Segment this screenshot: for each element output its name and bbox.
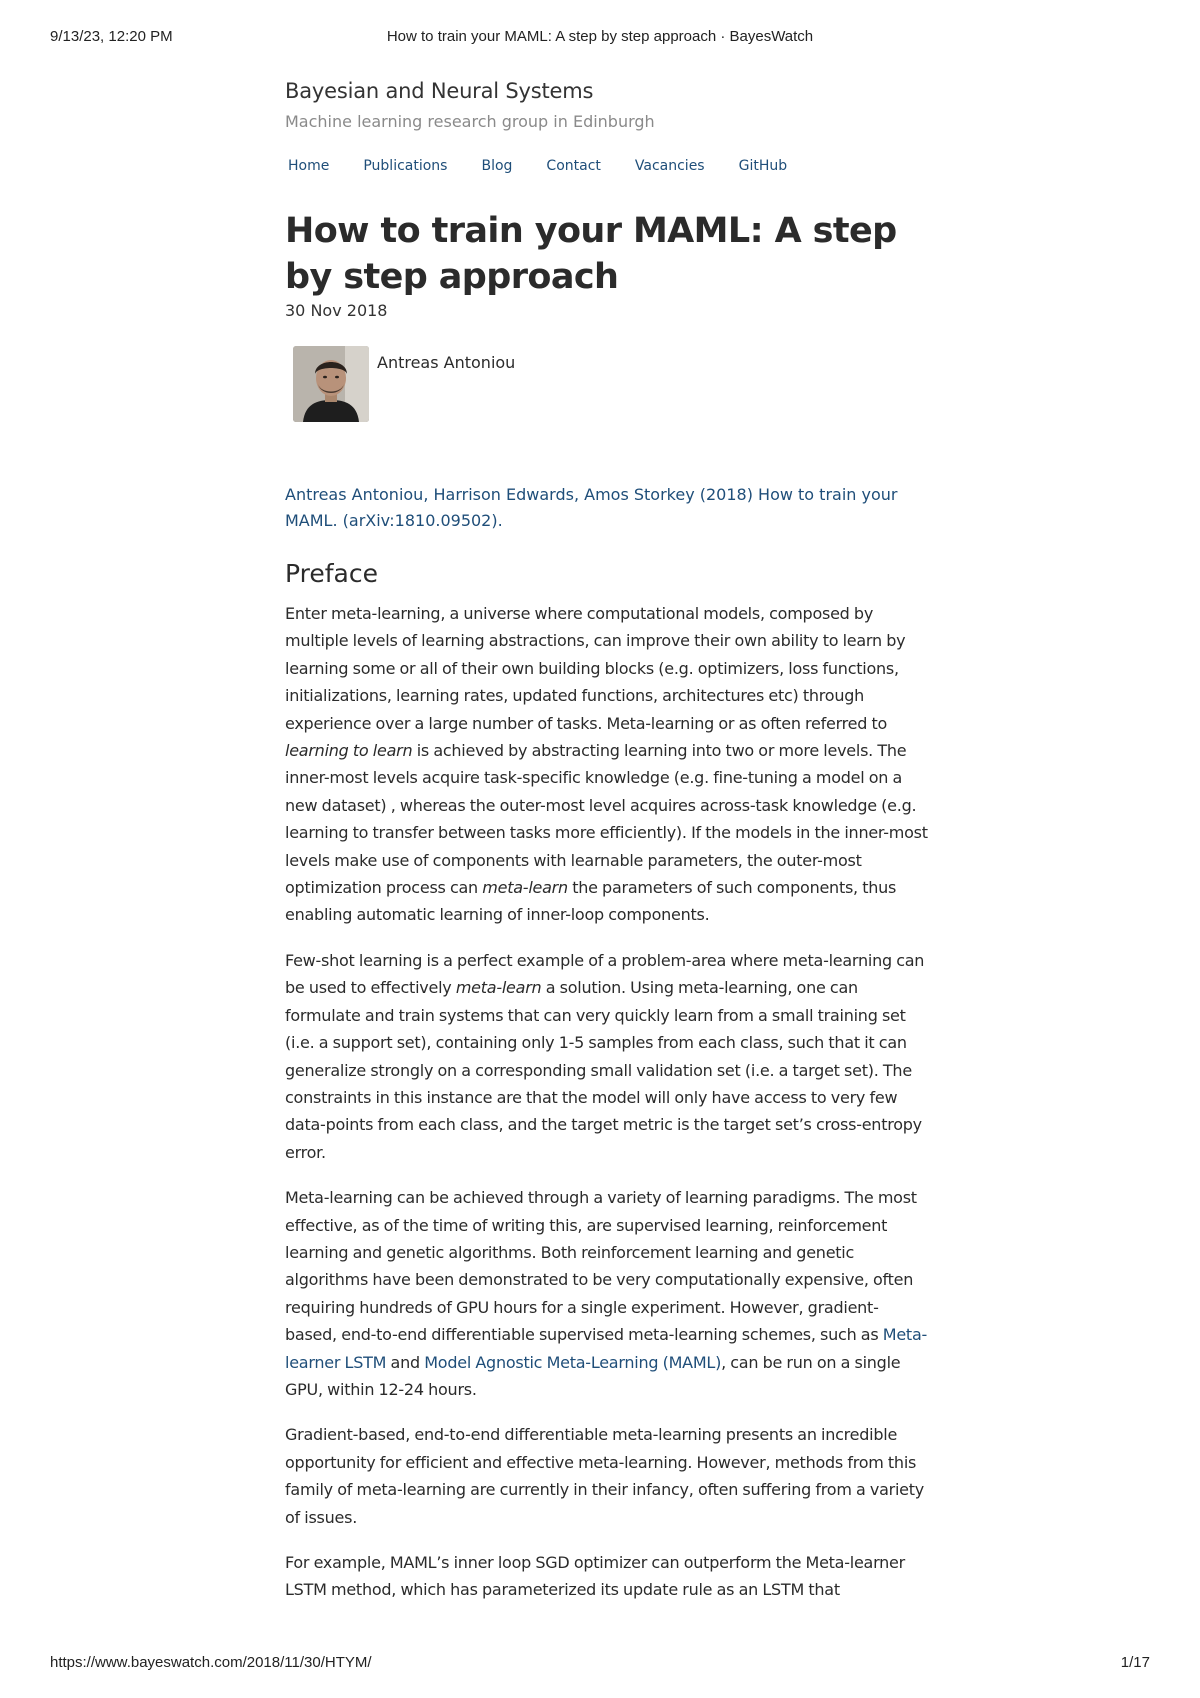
paragraph-2-text-b: a solution. Using meta-learning, one can formulate and train systems that can very quickly learn from a small training set (i.e. a support set), containing only 1-5 samples from each class, such that it can generalize strongly on a corresponding small validation set (i.e. a target set). The constraints in this instance are that the model will only have access to very few data-points from each class, and the target metric is the target set’s cross-entropy error. xyxy=(285,978,922,1162)
paragraph-4: Gradient-based, end-to-end differentiable meta-learning presents an incredible opportunity for efficient and effective meta-learning. However, methods from this family of meta-learning are currently in their infancy, often suffering from a variety of issues. xyxy=(285,1425,925,1527)
print-url: https://www.bayeswatch.com/2018/11/30/HTYM/ xyxy=(50,1654,372,1671)
paragraph-3-text-b: and xyxy=(386,1352,425,1372)
site-title[interactable]: Bayesian and Neural Systems xyxy=(285,79,594,103)
paragraph-1-text-c: the parameters of such components, thus enabling automatic learning of inner-loop components. xyxy=(285,878,897,925)
paragraph-1-text-b: is achieved by abstracting learning into two or more levels. The inner-most levels acquire task-specific knowledge (e.g. fine-tuning a model on a new dataset) , whereas the outer-most level acquires across-task knowledge (e.g. learning to transfer between tasks more efficiently). If the models in the inner-most levels make use of components with learnable parameters, the outer-most optimization process can xyxy=(285,741,928,898)
nav-vacancies-link[interactable]: Vacancies xyxy=(634,158,705,174)
nav-contact-link[interactable]: Contact xyxy=(546,158,601,174)
print-doc-title: How to train your MAML: A step by step approach · BayesWatch xyxy=(386,28,814,45)
post-date: 30 Nov 2018 xyxy=(285,301,388,320)
print-header xyxy=(0,28,1200,52)
nav-blog-link[interactable]: Blog xyxy=(481,158,513,174)
paragraph-1 xyxy=(285,600,930,929)
citation xyxy=(285,482,930,534)
paragraph-2 xyxy=(285,947,930,1166)
main-nav xyxy=(285,154,930,178)
print-date: 9/13/23, 12:20 PM xyxy=(50,28,173,45)
author-block xyxy=(293,346,930,422)
author-photo-icon xyxy=(293,346,369,422)
paragraph-3-text-c: , can be run on a single GPU, within 12-24 hours. xyxy=(285,1352,901,1399)
post-title: How to train your MAML: A step by step approach xyxy=(285,211,897,297)
print-footer xyxy=(0,1654,1200,1678)
paragraph-5: For example, MAML’s inner loop SGD optimizer can outperform the Meta-learner LSTM method, which has parameterized its update rule as an LSTM that xyxy=(285,1553,905,1600)
paragraph-1-text-a: Enter meta-learning, a universe where computational models, composed by multiple levels of learning abstractions, can improve their own ability to learn by learning some or all of their own building blocks (e.g. optimizers, loss functions, initializations, learning rates, updated functions, architectures etc) through experience over a large number of tasks. Meta-learning or as often referred to xyxy=(285,604,906,733)
nav-github-link[interactable]: GitHub xyxy=(738,158,788,174)
paragraph-3-text-a: Meta-learning can be achieved through a variety of learning paradigms. The most effective, as of the time of writing this, are supervised learning, reinforcement learning and genetic algorithms. Both reinforcement learning and genetic algorithms have been demonstrated to be very computationally expensive, often requiring hundreds of GPU hours for a single experiment. However, gradient-based, end-to-end differentiable supervised meta-learning schemes, such as xyxy=(285,1188,917,1345)
citation-link[interactable]: Antreas Antoniou, Harrison Edwards, Amos Storkey (2018) How to train your MAML. (arXiv:1810.09502). xyxy=(285,485,898,530)
paragraph-2-text-a: Few-shot learning is a perfect example of a problem-area where meta-learning can be used to effectively xyxy=(285,950,925,998)
print-pager: 1/17 xyxy=(1120,1654,1150,1671)
paragraph-1-emphasis-2: meta-learn xyxy=(482,878,568,898)
meta-learner-lstm-link[interactable]: Meta-learner LSTM xyxy=(285,1325,928,1372)
paragraph-3 xyxy=(285,1184,930,1403)
site-tagline: Machine learning research group in Edinburgh xyxy=(285,112,655,131)
nav-publications-link[interactable]: Publications xyxy=(363,158,448,174)
nav-home-link[interactable]: Home xyxy=(288,158,330,174)
paragraph-2-emphasis-1: meta-learn xyxy=(455,978,542,998)
page-content xyxy=(285,76,930,1622)
author-avatar xyxy=(293,346,369,422)
maml-link[interactable]: Model Agnostic Meta-Learning (MAML) xyxy=(424,1352,722,1372)
section-heading-preface: Preface xyxy=(285,559,378,588)
author-name: Antreas Antoniou xyxy=(377,353,516,372)
paragraph-1-emphasis-1: learning to learn xyxy=(285,741,413,761)
